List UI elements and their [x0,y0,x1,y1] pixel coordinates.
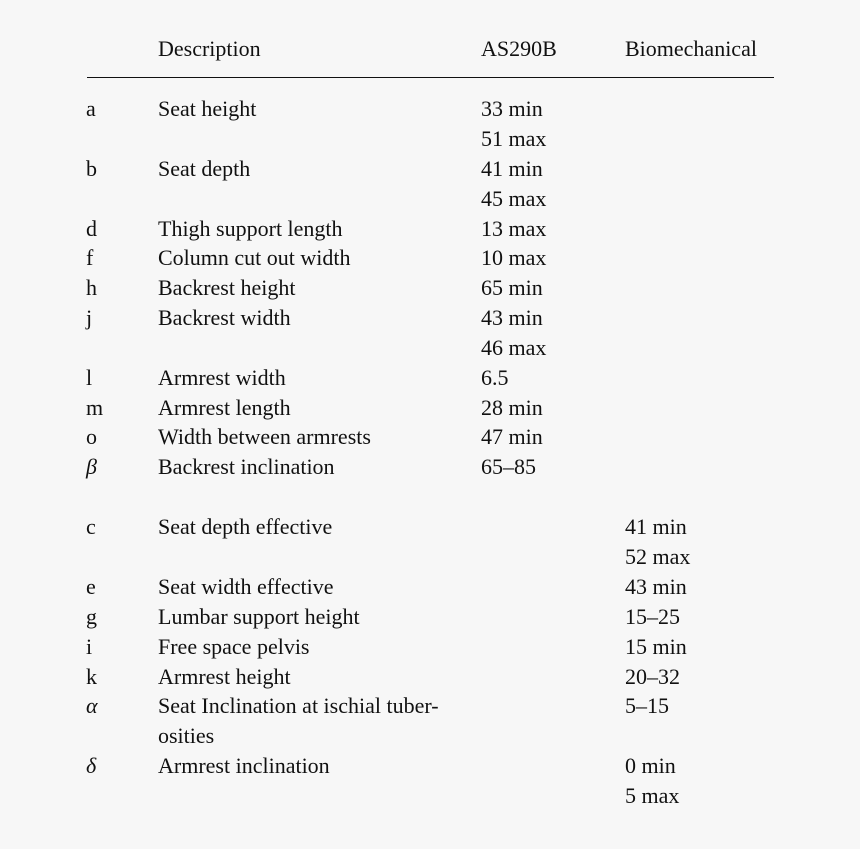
row-symbol: o [86,424,97,449]
header-as290b: AS290B [481,36,557,61]
row-description: Backrest height [158,275,296,300]
row-as290b-value: 45 max [481,186,547,211]
row-biomechanical-value: 20–32 [625,664,680,689]
row-biomechanical-value: 52 max [625,544,691,569]
row-symbol: δ [86,753,97,778]
row-symbol: α [86,693,98,718]
row-biomechanical-value: 15 min [625,634,687,659]
row-biomechanical-value: 5 max [625,783,680,808]
header-biomechanical: Biomechanical [625,36,757,61]
row-symbol: c [86,514,96,539]
row-symbol: d [86,216,97,241]
row-description: Seat depth effective [158,514,333,539]
row-symbol: l [86,365,93,390]
row-symbol: i [86,634,93,659]
row-as290b-value: 28 min [481,395,543,420]
row-description: Armrest length [158,395,291,420]
row-description: Seat Inclination at ischial tuber- [158,693,439,718]
row-as290b-value: 33 min [481,96,543,121]
row-biomechanical-value: 41 min [625,514,687,539]
row-symbol: f [86,245,94,270]
row-description: Seat depth [158,156,251,181]
row-symbol: g [86,604,97,629]
row-biomechanical-value: 5–15 [625,693,669,718]
row-description: Lumbar support height [158,604,360,629]
header-rule [87,77,774,78]
row-as290b-value: 51 max [481,126,547,151]
table-header [0,36,860,64]
row-as290b-value: 65 min [481,275,543,300]
row-as290b-value: 10 max [481,245,547,270]
header-description: Description [158,36,261,61]
row-biomechanical-value: 15–25 [625,604,680,629]
row-biomechanical-value: 0 min [625,753,676,778]
row-description: Seat width effective [158,574,334,599]
row-description: Backrest inclination [158,454,335,479]
row-description: Free space pelvis [158,634,310,659]
row-description: osities [158,723,215,748]
row-symbol: b [86,156,97,181]
row-as290b-value: 43 min [481,305,543,330]
row-symbol: e [86,574,96,599]
row-symbol: a [86,96,96,121]
row-as290b-value: 47 min [481,424,543,449]
row-as290b-value: 6.5 [481,365,509,390]
row-symbol: h [86,275,97,300]
row-description: Thigh support length [158,216,343,241]
row-as290b-value: 65–85 [481,454,536,479]
row-symbol: j [86,305,93,330]
row-description: Armrest width [158,365,286,390]
row-as290b-value: 41 min [481,156,543,181]
row-as290b-value: 13 max [481,216,547,241]
row-symbol: m [86,395,104,420]
row-description: Column cut out width [158,245,351,270]
row-description: Width between armrests [158,424,371,449]
row-description: Seat height [158,96,257,121]
row-description: Backrest width [158,305,291,330]
row-description: Armrest height [158,664,291,689]
row-as290b-value: 46 max [481,335,547,360]
row-description: Armrest inclination [158,753,330,778]
row-symbol: β [86,454,97,479]
row-biomechanical-value: 43 min [625,574,687,599]
row-symbol: k [86,664,97,689]
